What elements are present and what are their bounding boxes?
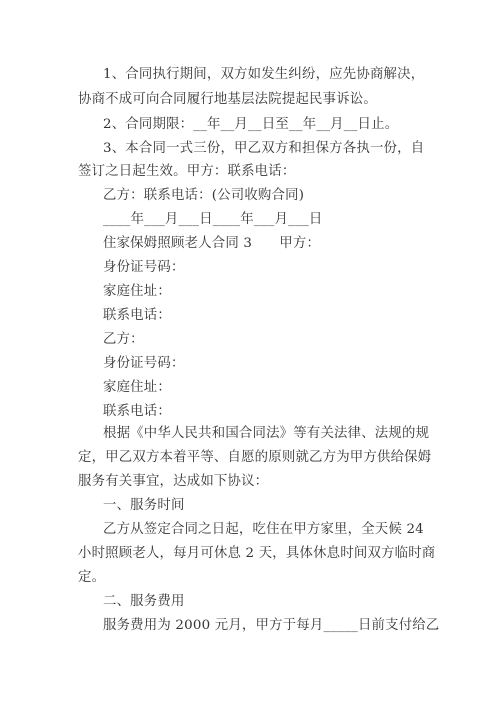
section-2-line-1: 服务费用为 2000 元月，甲方于每月_____日前支付给乙	[103, 618, 440, 633]
party-b-phone-line: 乙方：联系电话：(公司收购合同)	[103, 188, 305, 203]
preamble-line-2: 定，甲乙双方本着平等、自愿的原则就乙方为甲方供给保姆	[78, 450, 432, 465]
party-a-address-field: 家庭住址：	[103, 284, 171, 299]
party-a-phone-field: 联系电话：	[103, 308, 171, 323]
party-a-id-field: 身份证号码：	[103, 260, 185, 275]
section-2-heading: 二、服务费用	[103, 594, 185, 609]
party-b-phone-field: 联系电话：	[103, 404, 171, 419]
clause-1-line-2: 协商不成可向合同履行地基层法院提起民事诉讼。	[78, 92, 377, 107]
clause-1-line-1: 1、合同执行期间，双方如发生纠纷，应先协商解决，	[103, 67, 425, 82]
clause-2-line: 2、合同期限：__年__月__日至__年__月__日止。	[103, 117, 399, 132]
party-b-id-field: 身份证号码：	[103, 356, 185, 371]
party-b-address-field: 家庭住址：	[103, 380, 171, 395]
section-1-heading: 一、服务时间	[103, 498, 185, 513]
party-b-label: 乙方：	[103, 332, 144, 347]
clause-3-line-2: 签订之日起生效。甲方：联系电话：	[78, 164, 296, 179]
preamble-line-1: 根据《中华人民共和国合同法》等有关法律、法规的规	[103, 426, 430, 441]
date-line: ____年___月___日____年___月___日	[103, 212, 323, 227]
preamble-line-3: 服务有关事宜，达成如下协议：	[78, 474, 269, 489]
section-1-line-1: 乙方从签定合同之日起，吃住在甲方家里，全天候 24	[103, 522, 424, 537]
clause-3-line-1: 3、本合同一式三份，甲乙双方和担保方各执一份，自	[103, 141, 425, 156]
section-1-line-3: 定。	[78, 570, 106, 585]
section-1-line-2: 小时照顾老人，每月可休息 2 天，具体休息时间双方临时商	[78, 546, 436, 561]
contract-title-line: 住家保姆照顾老人合同 3 甲方：	[103, 236, 321, 251]
